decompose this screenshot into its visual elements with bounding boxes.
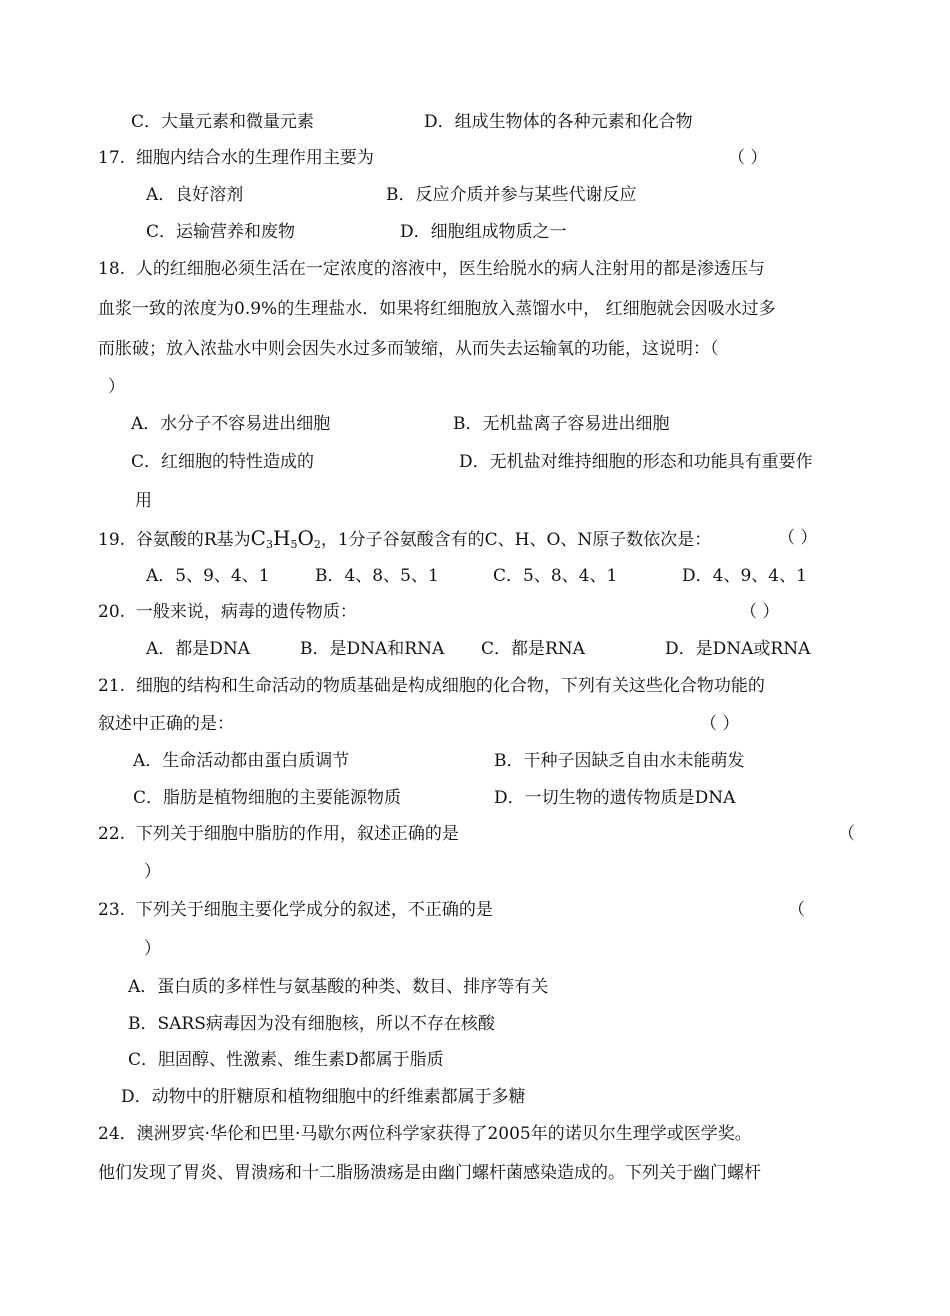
q18-option-d-continued: 用: [135, 491, 152, 511]
q23-option-b: B．SARS病毒因为没有细胞核，所以不存在核酸: [128, 1014, 495, 1034]
q18-stem-line2: 血浆一致的浓度为0.9%的生理盐水．如果将红细胞放入蒸馏水中， 红细胞就会因吸水过多: [98, 299, 776, 319]
q20-stem: [98, 601, 357, 623]
q23-number: 23.: [98, 900, 126, 920]
q22-stem: [98, 823, 459, 845]
q22-number: 22.: [98, 824, 126, 844]
q22-paren-open: （: [838, 824, 855, 844]
q19-answer-paren: （ ）: [778, 528, 818, 548]
q19-stem-post: ，1分子谷氨酸含有的C、H、O、N原子数依次是：: [320, 530, 712, 550]
q23-stem-text: 下列关于细胞主要化学成分的叙述，不正确的是: [135, 900, 493, 920]
q20-option-b: B．是DNA和RNA: [300, 639, 445, 659]
q21-option-c: C．脂肪是植物细胞的主要能源物质: [133, 788, 402, 808]
q23-paren-open: （: [788, 900, 805, 920]
q17-option-d: D．细胞组成物质之一: [400, 222, 567, 242]
q18-option-a: A．水分子不容易进出细胞: [131, 414, 331, 434]
q17-stem: [98, 147, 374, 169]
q20-option-c: C．都是RNA: [481, 639, 585, 659]
q17-option-a: A．良好溶剂: [146, 185, 244, 205]
q21-stem-line2: 叙述中正确的是：: [98, 714, 234, 734]
q24-line1-text: 澳洲罗宾·华伦和巴里·马歇尔两位科学家获得了2005年的诺贝尔生理学或医学奖。: [136, 1124, 752, 1144]
q19-formula: $C_3H_5O_2$: [250, 526, 321, 551]
q19-stem: [98, 527, 711, 556]
q22-paren-close: ）: [144, 862, 161, 882]
q23-stem: [98, 899, 493, 921]
q18-stem-line3: 而胀破；放入浓盐水中则会因失水过多而皱缩，从而失去运输氧的功能，这说明：（: [98, 339, 719, 359]
q19-option-a: A．5、9、4、1: [146, 566, 270, 586]
q20-stem-text: 一般来说，病毒的遗传物质：: [135, 602, 357, 622]
q23-option-c: C．胆固醇、性激素、维生素D都属于脂质: [128, 1050, 444, 1070]
q20-answer-paren: （ ）: [740, 602, 780, 622]
q21-answer-paren: （ ）: [700, 714, 740, 734]
q18-line1-text: 人的红细胞必须生活在一定浓度的溶液中，医生给脱水的病人注射用的都是渗透压与: [135, 259, 765, 279]
q24-stem-line1: [98, 1123, 752, 1145]
q21-option-a: A．生命活动都由蛋白质调节: [133, 751, 350, 771]
q20-option-d: D．是DNA或RNA: [665, 639, 811, 659]
q23-paren-close: ）: [144, 939, 161, 959]
q21-option-b: B．干种子因缺乏自由水未能萌发: [494, 751, 745, 771]
q21-line1-text: 细胞的结构和生命活动的物质基础是构成细胞的化合物，下列有关这些化合物功能的: [135, 676, 765, 696]
q17-number: 17.: [98, 148, 126, 168]
q22-stem-text: 下列关于细胞中脂肪的作用，叙述正确的是: [135, 824, 459, 844]
q18-option-c: C．红细胞的特性造成的: [131, 452, 315, 472]
q16-option-d: D．组成生物体的各种元素和化合物: [424, 112, 693, 132]
q23-option-a: A．蛋白质的多样性与氨基酸的种类、数目、排序等有关: [128, 977, 549, 997]
q20-option-a: A．都是DNA: [146, 639, 251, 659]
q18-stem-line1: [98, 258, 765, 280]
q17-answer-paren: （ ）: [728, 148, 768, 168]
q21-number: 21.: [98, 676, 126, 696]
q20-number: 20.: [98, 602, 126, 622]
q21-stem-line1: [98, 675, 765, 697]
q19-option-b: B．4、8、5、1: [315, 566, 439, 586]
q18-stem-line4: ）: [108, 377, 125, 397]
q18-option-d: D．无机盐对维持细胞的形态和功能具有重要作: [459, 452, 813, 472]
q19-number: 19.: [98, 530, 126, 550]
q24-number: 24．: [98, 1124, 137, 1144]
q19-option-c: C．5、8、4、1: [493, 566, 618, 586]
q21-option-d: D．一切生物的遗传物质是DNA: [494, 788, 736, 808]
q17-stem-text: 细胞内结合水的生理作用主要为: [135, 148, 374, 168]
q19-option-d: D．4、9、4、1: [682, 566, 807, 586]
q16-option-c: C．大量元素和微量元素: [131, 112, 315, 132]
q23-option-d: D．动物中的肝糖原和植物细胞中的纤维素都属于多糖: [121, 1087, 526, 1107]
q17-option-c: C．运输营养和废物: [146, 222, 296, 242]
q18-number: 18.: [98, 259, 126, 279]
q18-option-b: B．无机盐离子容易进出细胞: [453, 414, 670, 434]
q19-stem-pre: 谷氨酸的R基为: [135, 530, 251, 550]
q24-stem-line2: 他们发现了胃炎、胃溃疡和十二脂肠溃疡是由幽门螺杆菌感染造成的。下列关于幽门螺杆: [98, 1163, 761, 1183]
q17-option-b: B．反应介质并参与某些代谢反应: [386, 185, 637, 205]
